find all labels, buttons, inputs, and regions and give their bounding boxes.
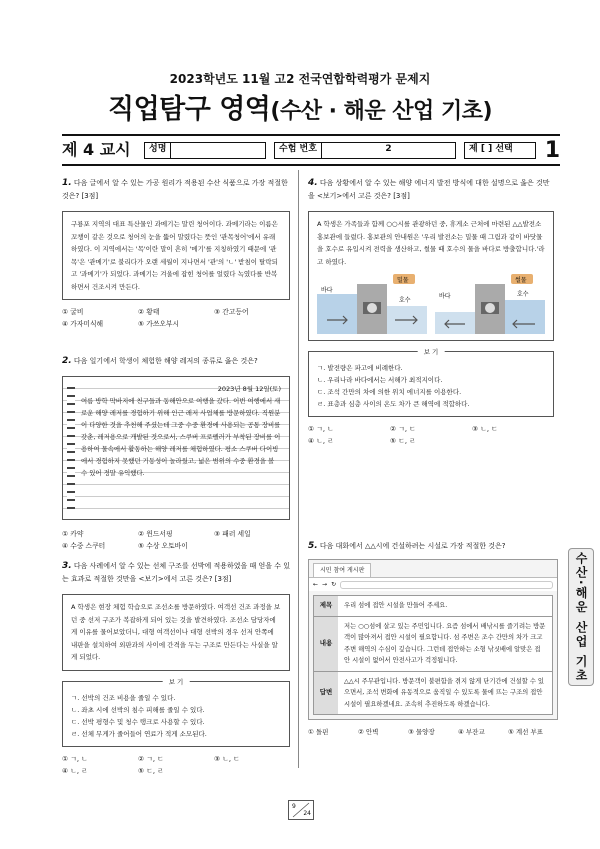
fig-label-lake-2: 호수: [517, 291, 529, 298]
id-label: 수험 번호: [279, 144, 317, 155]
header-rule-bottom: [62, 164, 560, 166]
browser-tab[interactable]: 시민 참여 게시판: [313, 563, 371, 577]
q4-choice-3[interactable]: ③ ㄴ, ㄷ: [472, 425, 498, 433]
reload-icon[interactable]: ↻: [331, 581, 337, 588]
q2-choice-3[interactable]: ③ 패러 세일: [214, 530, 251, 538]
fig-label-sea-1: 바다: [321, 287, 333, 294]
q5-title-text: 우리 섬에 접안 시설을 만들어 주세요.: [338, 596, 552, 616]
q3-choice-1[interactable]: ① ㄱ, ㄴ: [62, 754, 88, 763]
q3-bogi-2: ㄴ. 좌초 시에 선박의 침수 피해를 줄일 수 있다.: [71, 705, 205, 714]
page-number: 1: [544, 137, 560, 163]
footer-total: 24: [303, 810, 311, 817]
q1-choice-5[interactable]: ⑤ 가쓰오부시: [138, 320, 180, 328]
q3-stem: [62, 560, 290, 586]
q1-choice-1[interactable]: ① 굴비: [62, 308, 84, 316]
q2-date: 2023년 8월 12일(토): [217, 385, 281, 393]
q2-stem-text: 다음 일기에서 학생이 체험한 해양 레저의 종류로 옳은 것은?: [73, 357, 258, 365]
q3-bogi: [62, 677, 290, 747]
q5-content-head: 내용: [314, 617, 338, 671]
q5-choice-1[interactable]: ① 돌핀: [308, 728, 329, 736]
back-icon[interactable]: ←: [313, 581, 319, 588]
question-5: [308, 540, 558, 738]
id-mid: 2: [385, 144, 392, 155]
q5-title-row: [314, 596, 552, 616]
fig-tag-flood: 밀물: [397, 277, 409, 284]
q3-choice-5[interactable]: ⑤ ㄷ, ㄹ: [138, 766, 164, 775]
q5-answer-text: △△시 주무관입니다. 방문객이 불편함을 겪지 않게 단기간에 건설할 수 있으면서, 조석 변화에 유동적으로 움직일 수 있도록 물에 뜨는 구조의 접안 시설이 필요하겠네요. 조속히 추진하도록 하겠습니다.: [338, 672, 552, 715]
header-rule-top: [62, 134, 560, 136]
q4-number: 4.: [308, 178, 318, 188]
question-4: [308, 177, 554, 447]
fig-tag-ebb: 썰물: [515, 277, 527, 284]
q5-answer-head: 답변: [314, 672, 338, 715]
q5-browser: [308, 559, 558, 720]
browser-toolbar: [309, 577, 557, 591]
q3-bogi-label: 보 기: [163, 676, 190, 688]
q1-stem: [62, 177, 290, 203]
subject-paren: (수산 · 해운 산업 기초): [270, 99, 493, 124]
q4-bogi-1: ㄱ. 발전량은 파고에 비례한다.: [317, 364, 403, 372]
question-3: [62, 560, 290, 777]
q2-choice-5[interactable]: ⑤ 수상 오토바이: [138, 542, 188, 550]
info-row: [62, 138, 560, 162]
name-box: [144, 142, 266, 159]
q4-bogi-2: ㄴ. 우리나라 바다에서는 서해가 최적지이다.: [317, 376, 443, 384]
q5-stem-text: 다음 대화에서 △△시에 건설하려는 시설로 가장 적절한 것은?: [319, 542, 506, 550]
q4-choice-5[interactable]: ⑤ ㄷ, ㄹ: [390, 437, 416, 445]
ebb-tide-diagram: [435, 272, 545, 334]
q4-choice-4[interactable]: ④ ㄴ, ㄹ: [308, 437, 334, 445]
footer-page-counter: [288, 800, 314, 820]
browser-tabbar: [309, 560, 557, 577]
session-label: 제 4 교시: [62, 140, 131, 159]
forward-icon[interactable]: →: [322, 581, 328, 588]
q4-bogi-label: 보 기: [418, 346, 445, 358]
q4-bogi: [308, 348, 554, 417]
name-label: 성명: [149, 144, 167, 155]
q3-bogi-3: ㄷ. 선박 평형수 및 청수 탱크로 사용할 수 있다.: [71, 717, 205, 726]
q2-choice-1[interactable]: ① 카약: [62, 530, 84, 538]
id-fill: [321, 143, 455, 158]
q3-choice-2[interactable]: ② ㄱ, ㄷ: [138, 754, 164, 763]
q5-number: 5.: [308, 541, 318, 551]
column-divider: [298, 170, 299, 768]
q4-stem: [308, 177, 554, 203]
q5-choice-2[interactable]: ② 안벽: [358, 728, 379, 736]
subject-side-tab: 수산·해운 산업 기초: [568, 548, 594, 686]
q3-bogi-4: ㄹ. 선체 무게가 줄어들어 연료가 적게 소모된다.: [71, 729, 207, 738]
q2-passage: 여름 방학 막바지에 친구들과 동해안으로 여행을 갔다. 이번 여행에서 새로운 해양 레저를 경험하기 위해 인근 레저 사업체를 방문하였다. 직원분이 다양한 것을 추천해 주셨는데 그중 수중 환경에 사용되는 공통 장비를 갖춘, 레저용으로 개발된 것으로서, 스쿠버 프로펠러가 부착된 장비를 이용하여 물속에서 활동하는 해양 레저를 체험하였다. 평소 스쿠버 다이빙에서 경험하지 못했던 기동성이 놀라웠고, 넓은 범위의 수중 환경을 볼 수 있어 정말 유익했다.: [81, 397, 281, 477]
q4-bogi-3: ㄷ. 조석 간만의 차에 의한 위치 에너지를 이용한다.: [317, 388, 462, 396]
q5-title-head: 제목: [314, 596, 338, 616]
q1-choices: [62, 306, 290, 330]
q3-passage: A 학생은 현장 체험 학습으로 조선소를 방문하였다. 여객선 건조 과정을 보던 중 선저 구조가 복잡하게 되어 있는 것을 발견하였다. 조선소 담당자에게 이유를 물어보았더니, 대형 여객선이나 대형 선박의 경우 선저 안쪽에 내판을 설치하여 외판과의 사이에 간격을 두는 구조로 만든다는 사실을 알게 되었다.: [62, 594, 290, 671]
footer-page: 9: [292, 803, 296, 810]
flood-tide-diagram: [317, 272, 427, 334]
q4-choice-1[interactable]: ① ㄱ, ㄴ: [308, 425, 334, 433]
q5-choice-5[interactable]: ⑤ 계선 부표: [508, 728, 544, 736]
exam-title: 2023학년도 11월 고2 전국연합학력평가 문제지: [169, 72, 431, 86]
subject-main: 직업탐구 영역: [107, 94, 271, 125]
q1-number: 1.: [62, 178, 72, 188]
q5-content-text: 저는 ○○섬에 살고 있는 주민입니다. 요즘 섬에서 배낚시를 즐기려는 방문객이 많아져서 접안 시설이 필요합니다. 섬 주변은 조수 간만의 차가 크고 주변 해역의 수심이 깊습니다. 그런데 접안하는 소형 낚싯배에 알맞은 접안 시설이 없어서 안전사고가 걱정됩니다.: [338, 617, 552, 671]
q2-number: 2.: [62, 356, 72, 366]
q2-choice-4[interactable]: ④ 수중 스쿠터: [62, 542, 106, 550]
question-2: [62, 355, 290, 552]
address-bar[interactable]: [340, 581, 553, 589]
fig-label-sea-2: 바다: [439, 293, 451, 300]
q1-choice-3[interactable]: ③ 간고등어: [214, 308, 249, 316]
q1-passage: 구룡포 지역의 대표 특산물인 과메기는 말린 청어이다. 과메기라는 이름은 꼬챙이 같은 것으로 청어의 눈을 뚫어 말렸다는 뜻인 '관목청어'에서 유래하였다. 이 지역에서는 '목'이란 말이 흔히 '메기'를 지칭하였기 때문에 '관목'은 '관메기'로 불리다가 오랜 세월이 지나면서 '관'의 'ㄴ' 받침이 탈락되고 '과메기'가 되었다. 과메기는 겨울에 잡힌 청어를 얼렸다 녹였다를 반복하면서 건조시켜 만든다.: [62, 211, 290, 300]
q2-stem: [62, 355, 290, 368]
q2-choices: [62, 528, 290, 552]
subject-title: [0, 90, 600, 131]
q5-choice-3[interactable]: ③ 물양장: [408, 728, 435, 736]
fig-label-lake-1: 호수: [399, 297, 411, 304]
q4-choice-2[interactable]: ② ㄱ, ㄷ: [390, 425, 416, 433]
q5-choices: [308, 726, 558, 738]
q3-choice-4[interactable]: ④ ㄴ, ㄹ: [62, 766, 88, 775]
q2-diary: [62, 376, 290, 520]
question-1: [62, 177, 290, 330]
diary-spiral: [67, 381, 75, 515]
q5-choice-4[interactable]: ④ 부잔교: [458, 728, 485, 736]
q5-stem: [308, 540, 558, 553]
id-box: [274, 142, 456, 159]
q4-box: [308, 211, 554, 341]
q4-stem-text: 다음 상황에서 알 수 있는 해양 에너지 발전 방식에 대한 설명으로 옳은 것만을 <보기>에서 고른 것은? [3점]: [308, 179, 550, 200]
q5-content-row: [314, 616, 552, 671]
q4-passage: A 학생은 가족들과 함께 ○○시를 관광하던 중, 휴게소 근처에 마련된 △△발전소 홍보관에 들렀다. 홍보관의 안내원은 '우리 발전소는 밀물 때 그림과 같이 바닷물을 호수로 유입시켜 전력을 생산하고, 썰물 때 호수의 물을 바다로 방출합니다.'라고 하였다.: [317, 220, 545, 266]
q3-choice-3[interactable]: ③ ㄴ, ㄷ: [214, 754, 240, 763]
q4-bogi-4: ㄹ. 표층과 심층 사이의 온도 차가 큰 해역에 적합하다.: [317, 400, 470, 408]
q2-choice-2[interactable]: ② 윈드서핑: [138, 530, 173, 538]
q3-bogi-1: ㄱ. 선박의 건조 비용을 줄일 수 있다.: [71, 693, 176, 702]
q1-choice-2[interactable]: ② 황태: [138, 308, 160, 316]
select-box: [464, 142, 536, 159]
q3-number: 3.: [62, 561, 72, 571]
select-label: 제 [ ] 선택: [469, 144, 513, 155]
q5-board: [313, 595, 553, 715]
name-fill: [170, 143, 265, 158]
q1-stem-text: 다음 글에서 알 수 있는 가공 원리가 적용된 수산 식품으로 가장 적절한 것은? [3점]: [62, 179, 288, 200]
q3-stem-text: 다음 사례에서 알 수 있는 선체 구조를 선박에 적용하였을 때 얻을 수 있는 효과로 적절한 것만을 <보기>에서 고른 것은? [3점]: [62, 562, 290, 583]
q3-choices: [62, 753, 290, 777]
q4-figure: [317, 272, 545, 334]
q5-answer-row: [314, 671, 552, 715]
q4-choices: [308, 423, 554, 447]
q1-choice-4[interactable]: ④ 가자미식해: [62, 320, 104, 328]
